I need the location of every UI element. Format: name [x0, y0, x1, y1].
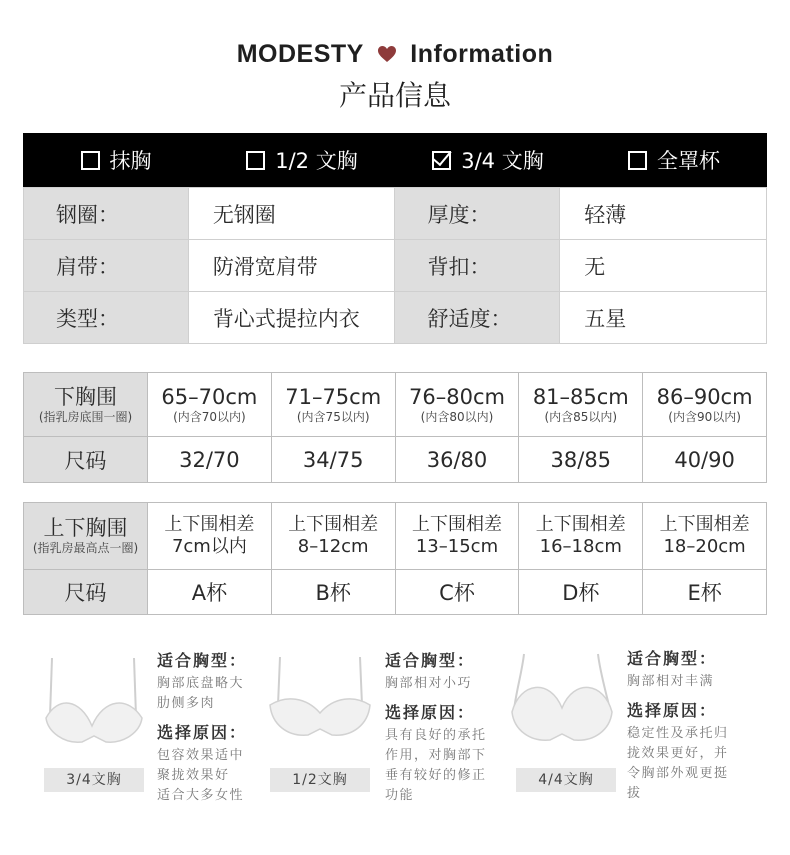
range-cell	[271, 373, 395, 437]
range-note: (内含75以内)	[296, 409, 370, 424]
bra-4-4-illustration	[510, 652, 614, 744]
reason-text: 稳定性及承托归	[627, 726, 729, 741]
range-cell	[519, 503, 643, 570]
size-label: 尺码	[24, 437, 148, 483]
checkbox-icon	[246, 151, 265, 170]
table-row	[24, 188, 767, 240]
range-line1: 上下围相差	[164, 514, 255, 535]
range-value: 65–70cm	[161, 384, 258, 409]
underbust-header: 下胸围	[54, 384, 117, 409]
card-description	[627, 646, 747, 804]
suitable-text: 肋侧多肉	[157, 696, 216, 711]
size-label: 尺码	[24, 570, 148, 615]
checkbox-icon	[81, 151, 100, 170]
range-cell	[395, 373, 519, 437]
suitable-text: 胸部相对丰满	[627, 674, 715, 689]
reason-text: 适合大多女性	[157, 788, 245, 803]
underbust-size-table	[23, 372, 767, 483]
cup-type-label: 3/4 文胸	[461, 149, 544, 173]
property-value: 轻薄	[560, 188, 767, 240]
range-line1: 上下围相差	[411, 514, 502, 535]
size-value: 34/75	[271, 437, 395, 483]
range-line2: 7cm以内	[171, 536, 247, 557]
range-note: (内含85以内)	[544, 409, 618, 424]
range-cell	[643, 373, 767, 437]
cup-header-note: (指乳房最高点一圈)	[32, 541, 139, 555]
property-key: 厚度：	[395, 188, 560, 240]
cup-header: 上下胸围	[43, 516, 128, 540]
range-line1: 上下围相差	[288, 514, 379, 535]
property-value: 背心式提拉内衣	[188, 292, 395, 344]
reason-text: 令胸部外观更挺	[627, 766, 729, 781]
size-value: 32/70	[148, 437, 272, 483]
cup-type-badge: 1/2文胸	[270, 768, 370, 792]
suitable-text: 胸部相对小巧	[385, 676, 473, 691]
range-line1: 上下围相差	[535, 514, 626, 535]
reason-title: 选择原因：	[385, 703, 476, 722]
range-line2: 13–15cm	[415, 536, 499, 557]
table-header-cell	[24, 373, 148, 437]
cup-type-badge: 4/4文胸	[516, 768, 616, 792]
property-key: 钢圈：	[24, 188, 189, 240]
brand-name: MODESTY	[236, 40, 364, 68]
cup-type-label: 1/2 文胸	[275, 149, 358, 173]
range-line1: 上下围相差	[659, 514, 750, 535]
bra-3-4-illustration	[44, 656, 144, 748]
range-cell	[395, 503, 519, 570]
range-note: (内含70以内)	[173, 409, 246, 424]
property-key: 背扣：	[395, 240, 560, 292]
size-value: 40/90	[643, 437, 767, 483]
range-value: 71–75cm	[285, 384, 382, 409]
size-value: D杯	[519, 570, 643, 615]
reason-text: 垂有较好的修正	[385, 768, 487, 783]
range-line2: 16–18cm	[539, 536, 622, 557]
cup-type-option	[209, 133, 395, 187]
card-description	[157, 648, 277, 806]
cup-type-bar	[23, 133, 767, 187]
range-cell	[519, 373, 643, 437]
range-value: 76–80cm	[409, 384, 505, 409]
range-cell	[271, 503, 395, 570]
page-subtitle: 产品信息	[338, 79, 451, 112]
cup-type-label: 抹胸	[109, 149, 152, 173]
property-value: 防滑宽肩带	[188, 240, 395, 292]
checkbox-icon	[628, 151, 647, 170]
reason-text: 功能	[385, 788, 415, 803]
table-row	[24, 240, 767, 292]
reason-text: 包容效果适中	[157, 748, 245, 763]
suitable-title: 适合胸型：	[385, 651, 476, 670]
range-note: (内含90以内)	[668, 409, 741, 424]
table-row	[24, 570, 767, 615]
size-value: 36/80	[395, 437, 519, 483]
size-value: 38/85	[519, 437, 643, 483]
cup-type-option	[395, 133, 581, 187]
heart-icon	[377, 45, 397, 63]
bra-1-2-illustration	[268, 655, 372, 745]
reason-text: 拢效果更好，并	[627, 746, 729, 761]
cup-type-option	[581, 133, 767, 187]
cup-type-option	[23, 133, 209, 187]
table-row	[24, 437, 767, 483]
cup-type-label: 全罩杯	[657, 149, 720, 173]
suitable-title: 适合胸型：	[157, 651, 248, 670]
table-row	[24, 292, 767, 344]
properties-table	[23, 187, 767, 344]
property-key: 肩带：	[24, 240, 189, 292]
reason-text: 具有良好的承托	[385, 728, 487, 743]
card-description	[385, 648, 505, 806]
brand-title	[0, 40, 790, 69]
range-cell	[643, 503, 767, 570]
reason-title: 选择原因：	[157, 723, 248, 742]
property-key: 类型：	[24, 292, 189, 344]
table-header-cell	[24, 503, 148, 570]
property-value: 无	[560, 240, 767, 292]
property-value: 五星	[560, 292, 767, 344]
range-value: 81–85cm	[532, 384, 629, 409]
property-value: 无钢圈	[188, 188, 395, 240]
range-line2: 18–20cm	[663, 536, 746, 557]
table-row	[24, 503, 767, 570]
size-value: A杯	[148, 570, 272, 615]
size-value: B杯	[271, 570, 395, 615]
cup-size-table	[23, 502, 767, 615]
cup-type-badge: 3/4文胸	[44, 768, 144, 792]
suitable-title: 适合胸型：	[627, 649, 718, 668]
size-value: C杯	[395, 570, 519, 615]
reason-title: 选择原因：	[627, 701, 718, 720]
reason-text: 聚拢效果好	[157, 768, 230, 783]
size-value: E杯	[643, 570, 767, 615]
reason-text: 作用，对胸部下	[385, 748, 487, 763]
range-note: (内含80以内)	[420, 409, 494, 424]
brand-info-label: Information	[410, 40, 554, 68]
underbust-header-note: (指乳房底围一圈)	[38, 409, 133, 424]
property-key: 舒适度：	[395, 292, 560, 344]
reason-text: 拔	[627, 786, 642, 801]
range-cell	[148, 503, 272, 570]
range-cell	[148, 373, 272, 437]
suitable-text: 胸部底盘略大	[157, 676, 245, 691]
range-line2: 8–12cm	[297, 536, 369, 557]
table-row	[24, 373, 767, 437]
range-value: 86–90cm	[656, 384, 753, 409]
checked-checkbox-icon	[432, 151, 451, 170]
